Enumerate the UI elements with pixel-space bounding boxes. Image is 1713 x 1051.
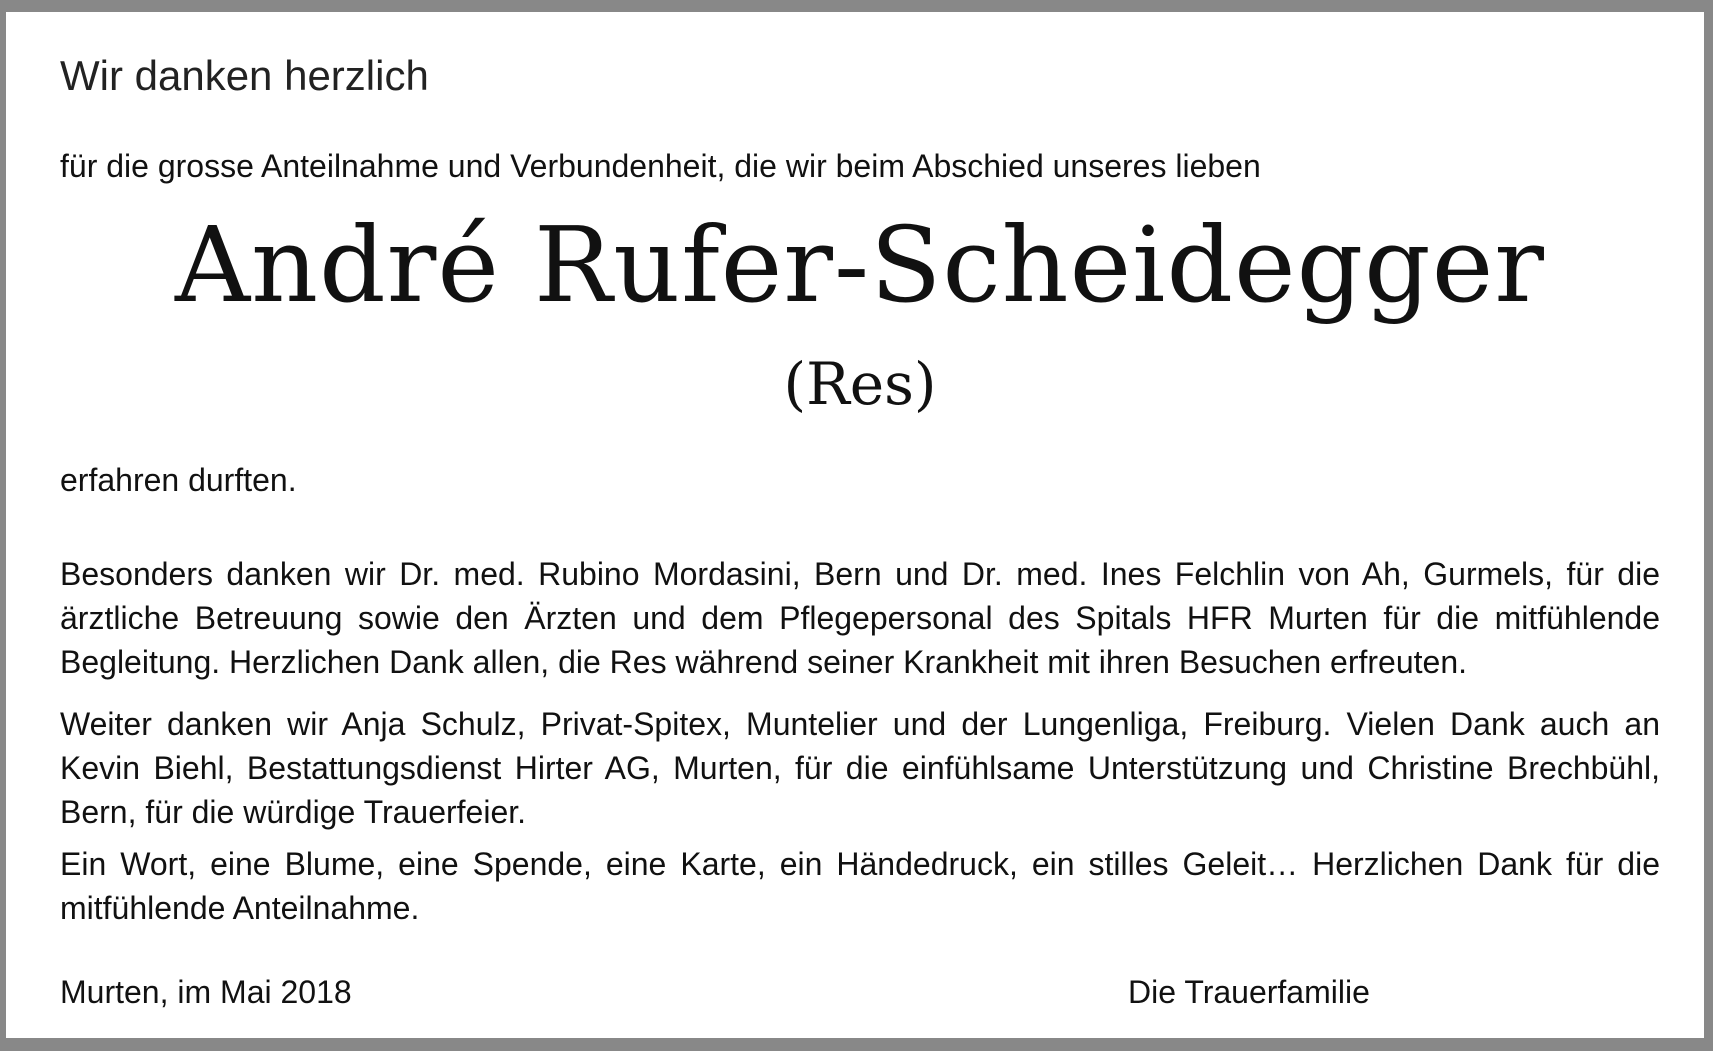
deceased-name: André Rufer-Scheidegger <box>175 204 1545 326</box>
intro-text: für die grosse Anteilnahme und Verbundenheit, die wir beim Abschied unseres lieben <box>60 148 1261 184</box>
place-date: Murten, im Mai 2018 <box>60 974 352 1010</box>
thanks-paragraph-support: Weiter danken wir Anja Schulz, Privat-Spitex, Muntelier und der Lungenliga, Freiburg. Vielen Dank auch an Kevin Biehl, Bestattungsdienst Hirter AG, Murten, für die einfühlsame Unterstützung und Christine Brechbühl, Bern, für die würdige Trauerfeier. <box>60 706 1660 830</box>
obituary-notice <box>6 12 1704 1038</box>
deceased-nickname: (Res) <box>783 350 937 418</box>
outro-text: erfahren durften. <box>60 462 297 498</box>
notice-heading: Wir danken herzlich <box>60 52 429 99</box>
signature: Die Trauerfamilie <box>1128 974 1370 1010</box>
thanks-paragraph-general: Ein Wort, eine Blume, eine Spende, eine Karte, ein Händedruck, ein stilles Geleit… Herzlichen Dank für die mitfühlende Anteilnahme. <box>60 846 1660 926</box>
thanks-paragraph-medical: Besonders danken wir Dr. med. Rubino Mordasini, Bern und Dr. med. Ines Felchlin von Ah, Gurmels, für die ärztliche Betreuung sowie den Ärzten und dem Pflegepersonal des Spitals HFR Murten für die mitfühlende Begleitung. Herzlichen Dank allen, die Res während seiner Krankheit mit ihren Besuchen erfreuten. <box>60 556 1660 680</box>
